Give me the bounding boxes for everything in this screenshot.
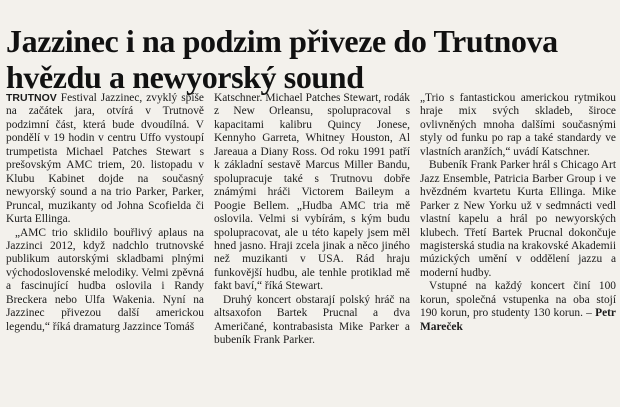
paragraph: Bubeník Frank Parker hrál s Chicago Art Jazz Ensemble, Patricia Barber Group i ve hvězdném kvartetu Kurta Ellinga. Mike Parker z New Yorku už v sedmnácti vedl vlastní kapelu a hrál po newyorských klubech. Třetí Bartek Prucnal dokončuje magisterská studia na krakovské Akademii múzických umění v oddělení jazzu a moderní hudby.	[420, 159, 616, 279]
paragraph: Katschner. Michael Patches Stewart, rodák z New Orleansu, spolupracoval s kapacitami kalibru Quincy Jonese, Kennyho Garreta, Whitney Houston, Al Jareaua a Diany Ross. Od roku 1991 patří k základní sestavě Marcus Miller Bandu, spolupracuje také s Trutnovu dobře známými hráči Victorem Baileym a Poogie Bellem. „Hudba AMC tria mě oslovila. Velmi si vybírám, s kým budu spolupracovat, ale u této kapely jsem měl hned jasno. Hraji zcela jinak a něco jiného než muzikanti v USA. Rád hraju funkovější hudbu, ale tenhle protiklad mě fakt baví,“ říká Stewart.	[214, 92, 410, 293]
article-column-3	[420, 92, 616, 334]
article-column-1	[6, 92, 204, 334]
dateline: TRUTNOV	[6, 92, 57, 104]
paragraph: „Trio s fantastickou americkou rytmikou hraje mix svých skladeb, široce ovlivněných mnoha dalšími současnými styly od funku po rap a také standardy ve vlastních aranžích,“ uvádí Katschner.	[420, 92, 616, 158]
author-byline: Petr Mareček	[420, 307, 616, 333]
paragraph: „AMC trio sklidilo bouřlivý aplaus na Jazzinci 2012, když nadchlo trutnovské publikum autorskými skladbami plnými východoslovenské melodiky. Velmi zpěvná a fascinující hudba oslovila i Randy Breckera nebo Ulfa Wakenia. Nyní na Jazzinec přivezou další americkou legendu,“ říká dramaturg Jazzince Tomáš	[6, 226, 204, 333]
paragraph: Druhý koncert obstarají polský hráč na altsaxofon Bartek Prucnal a dva Američané, kontrabasista Mike Parker a bubeník Frank Parker.	[214, 293, 410, 347]
lead-paragraph	[6, 92, 204, 227]
closing-paragraph	[420, 280, 616, 334]
article-column-2	[214, 92, 410, 348]
paragraph-text: Vstupné na každý koncert činí 100 korun, společná vstupenka na oba stojí 190 korun, pro studenty 130 korun. –	[420, 280, 616, 320]
article-headline: Jazzinec i na podzim přiveze do Trutnova hvězdu a newyorský sound	[6, 23, 558, 96]
paragraph-text: Festival Jazzinec, zvyklý spíše na začátek jara, otvírá v Trutnově podzimní část, která bude dvoudílná. V pondělí v 19 hodin v centru Uffo vystoupí trumpetista Michael Patches Stewart s prešovským AMC triem, 20. listopadu v Klubu Kabinet dojde na současný newyorský sound a na trio Parker, Parker, Pruncal, muzikanty od Johna Scofielda či Kurta Ellinga.	[6, 92, 204, 226]
